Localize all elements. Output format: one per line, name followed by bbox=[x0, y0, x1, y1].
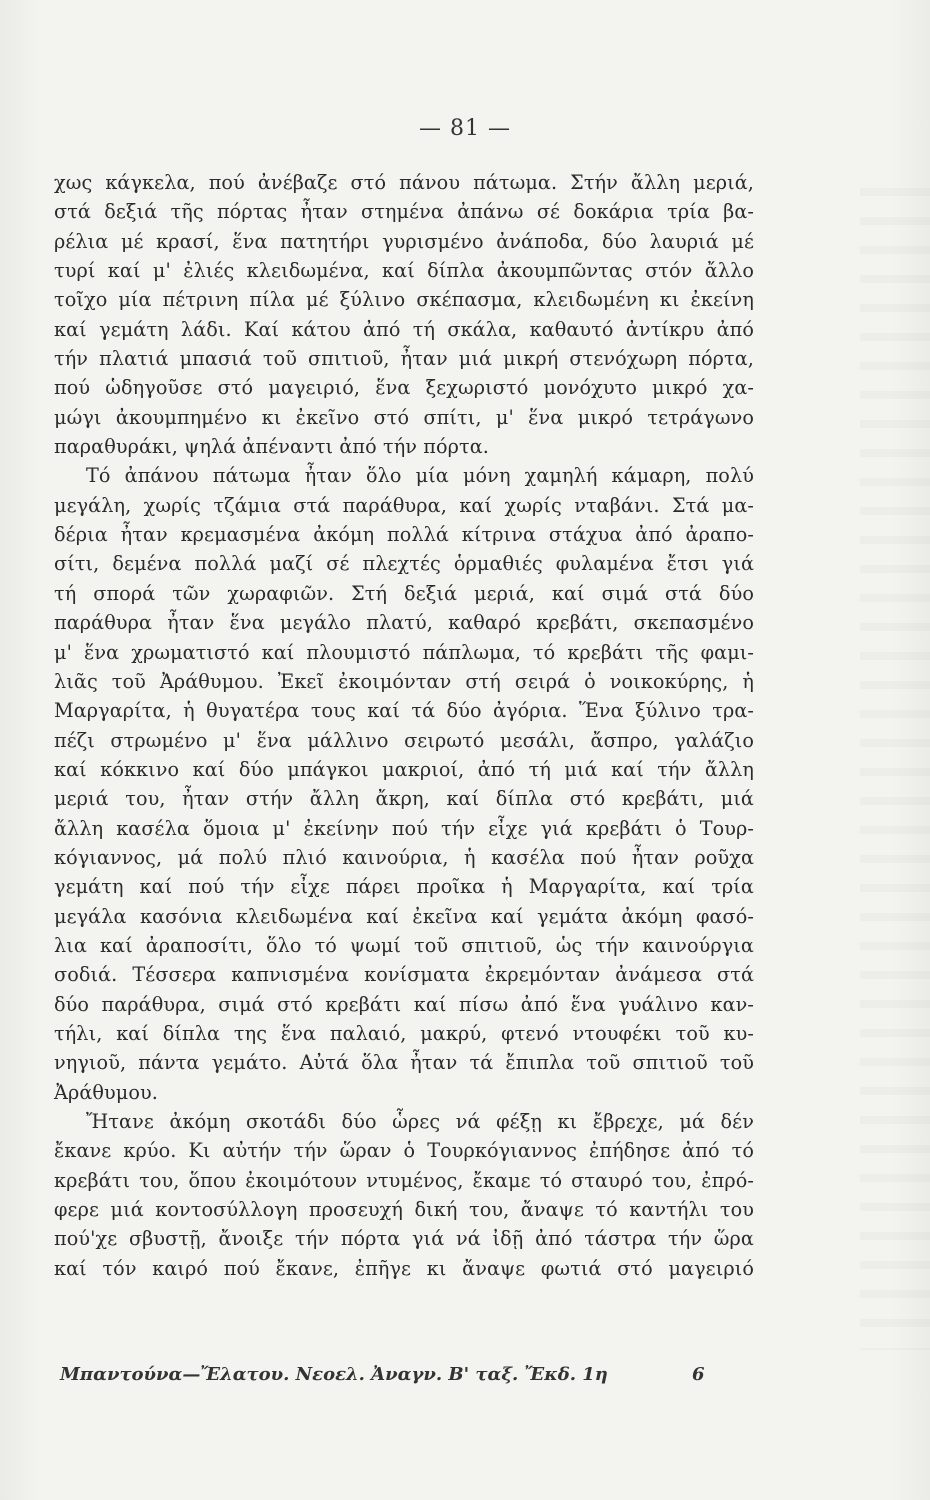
footer bbox=[60, 1364, 720, 1385]
text-line: λιᾶς τοῦ Ἀράθυμου. Ἐκεῖ ἐκοιμόνταν στή σειρά ὁ νοικοκύρης, ἡ bbox=[54, 669, 754, 693]
text-line: μεριά του, ἦταν στήν ἄλλη ἄκρη, καί δίπλα στό κρεβάτι, μιά bbox=[54, 787, 754, 811]
text-line: σίτι, δεμένα πολλά μαζί σέ πλεχτές ὁρμαθιές φυλαμένα ἔτσι γιά bbox=[54, 552, 754, 576]
text-line: νηγιοῦ, πάντα γεμάτο. Αὐτά ὅλα ἦταν τά ἔπιπλα τοῦ σπιτιοῦ τοῦ bbox=[54, 1051, 754, 1075]
text-line: τυρί καί μ' ἐλιές κλειδωμένα, καί δίπλα ἀκουμπῶντας στόν ἄλλο bbox=[54, 259, 754, 283]
text-line: ἄλλη κασέλα ὅμοια μ' ἐκείνην πού τήν εἶχε γιά κρεβάτι ὁ Τουρ- bbox=[54, 816, 754, 840]
text-line: μώγι ἀκουμπημένο κι ἐκεῖνο στό σπίτι, μ' ἕνα μικρό τετράγωνο bbox=[54, 405, 754, 429]
text-line: δέρια ἦταν κρεμασμένα ἀκόμη πολλά κίτρινα στάχυα ἀπό ἀραπο- bbox=[54, 523, 754, 547]
text-line: κρεβάτι του, ὅπου ἐκοιμότουν ντυμένος, ἔκαμε τό σταυρό του, ἐπρό- bbox=[54, 1168, 754, 1192]
page-number: — 81 — bbox=[419, 116, 511, 141]
signature-mark: 6 bbox=[692, 1364, 705, 1385]
text-line: παράθυρα ἦταν ἕνα μεγάλο πλατύ, καθαρό κρεβάτι, σκεπασμένο bbox=[54, 611, 754, 635]
text-line: καί κόκκινο καί δύο μπάγκοι μακριοί, ἀπό τή μιά καί τήν ἄλλη bbox=[54, 757, 754, 781]
text-line: χως κάγκελα, πού ἀνέβαζε στό πάνου πάτωμα. Στήν ἄλλη μεριά, bbox=[54, 171, 754, 194]
text-line: τοῖχο μία πέτρινη πίλα μέ ξύλινο σκέπασμα, κλειδωμένη κι ἐκείνη bbox=[54, 288, 754, 312]
text-line: στά δεξιά τῆς πόρτας ἦταν στημένα ἀπάνω σέ δοκάρια τρία βα- bbox=[54, 200, 754, 224]
text-line: πού'χε σβυστῇ, ἄνοιξε τήν πόρτα γιά νά ἰδῇ ἀπό τάστρα τήν ὥρα bbox=[54, 1227, 754, 1251]
text-line: Μαργαρίτα, ἡ θυγατέρα τους καί τά δύο ἀγόρια. Ἕνα ξύλινο τρα- bbox=[54, 699, 754, 723]
text-line: φερε μιά κοντοσύλλογη προσευχή δική του, ἄναψε τό καντήλι του bbox=[54, 1198, 754, 1222]
text-line: γεμάτη καί πού τήν εἶχε πάρει προῖκα ἡ Μαργαρίτα, καί τρία bbox=[54, 875, 754, 899]
text-line: ρέλια μέ κρασί, ἕνα πατητήρι γυρισμένο ἀνάποδα, δύο λαυριά μέ bbox=[54, 229, 754, 253]
text-line: δύο παράθυρα, σιμά στό κρεβάτι καί πίσω ἀπό ἕνα γυάλινο καν- bbox=[54, 992, 754, 1016]
text-line: κόγιαννος, μά πολύ πλιό καινούρια, ἡ κασέλα πού ἦταν ροῦχα bbox=[54, 845, 754, 869]
text-line: Τό ἀπάνου πάτωμα ἦταν ὅλο μία μόνη χαμηλή κάμαρη, πολύ bbox=[86, 464, 754, 488]
bleed-through-shadow bbox=[860, 170, 930, 1350]
text-line: Ἀράθυμου. bbox=[54, 1080, 158, 1104]
text-line: παραθυράκι, ψηλά ἀπέναντι ἀπό τήν πόρτα. bbox=[54, 435, 489, 459]
footer-citation: Μπαντούνα—Ἔλατου. Νεοελ. Ἀναγν. Β' ταξ. Ἔκδ. 1η bbox=[60, 1364, 608, 1385]
text-line: Ἤτανε ἀκόμη σκοτάδι δύο ὧρες νά φέξῃ κι ἔβρεχε, μά δέν bbox=[86, 1110, 754, 1133]
text-line: καί τόν καιρό πού ἔκανε, ἐπῆγε κι ἄναψε φωτιά στό μαγειριό bbox=[54, 1256, 754, 1280]
text-line: πέζι στρωμένο μ' ἕνα μάλλινο σειρωτό μεσάλι, ἄσπρο, γαλάζιο bbox=[54, 728, 754, 752]
text-line: πού ὡδηγοῦσε στό μαγειριό, ἕνα ξεχωριστό μονόχυτο μικρό χα- bbox=[54, 376, 754, 400]
text-line: λια καί ἀραποσίτι, ὅλο τό ψωμί τοῦ σπιτιοῦ, ὡς τήν καινούργια bbox=[54, 933, 754, 957]
text-line: σοδιά. Τέσσερα καπνισμένα κονίσματα ἐκρεμόνταν ἀνάμεσα στά bbox=[54, 963, 754, 987]
text-line: ἔκανε κρύο. Κι αὐτήν τήν ὥραν ὁ Τουρκόγιαννος ἐπήδησε ἀπό τό bbox=[54, 1139, 754, 1163]
text-line: τή σπορά τῶν χωραφιῶν. Στή δεξιά μεριά, καί σιμά στά δύο bbox=[54, 581, 754, 605]
text-line: τήν πλατιά μπασιά τοῦ σπιτιοῦ, ἦταν μιά μικρή στενόχωρη πόρτα, bbox=[54, 347, 754, 371]
text-line: καί γεμάτη λάδι. Καί κάτου ἀπό τή σκάλα, καθαυτό ἀντίκρυ ἀπό bbox=[54, 317, 754, 341]
text-line: μ' ἕνα χρωματιστό καί πλουμιστό πάπλωμα, τό κρεβάτι τῆς φαμι- bbox=[54, 640, 754, 664]
text-line: μεγάλα κασόνια κλειδωμένα καί ἐκεῖνα καί γεμάτα ἀκόμη φασό- bbox=[54, 904, 754, 928]
text-line: μεγάλη, χωρίς τζάμια στά παράθυρα, καί χωρίς νταβάνι. Στά μα- bbox=[54, 493, 754, 517]
text-line: τήλι, καί δίπλα της ἕνα παλαιό, μακρύ, φτενό ντουφέκι τοῦ κυ- bbox=[54, 1021, 754, 1045]
body-text bbox=[54, 168, 754, 1283]
